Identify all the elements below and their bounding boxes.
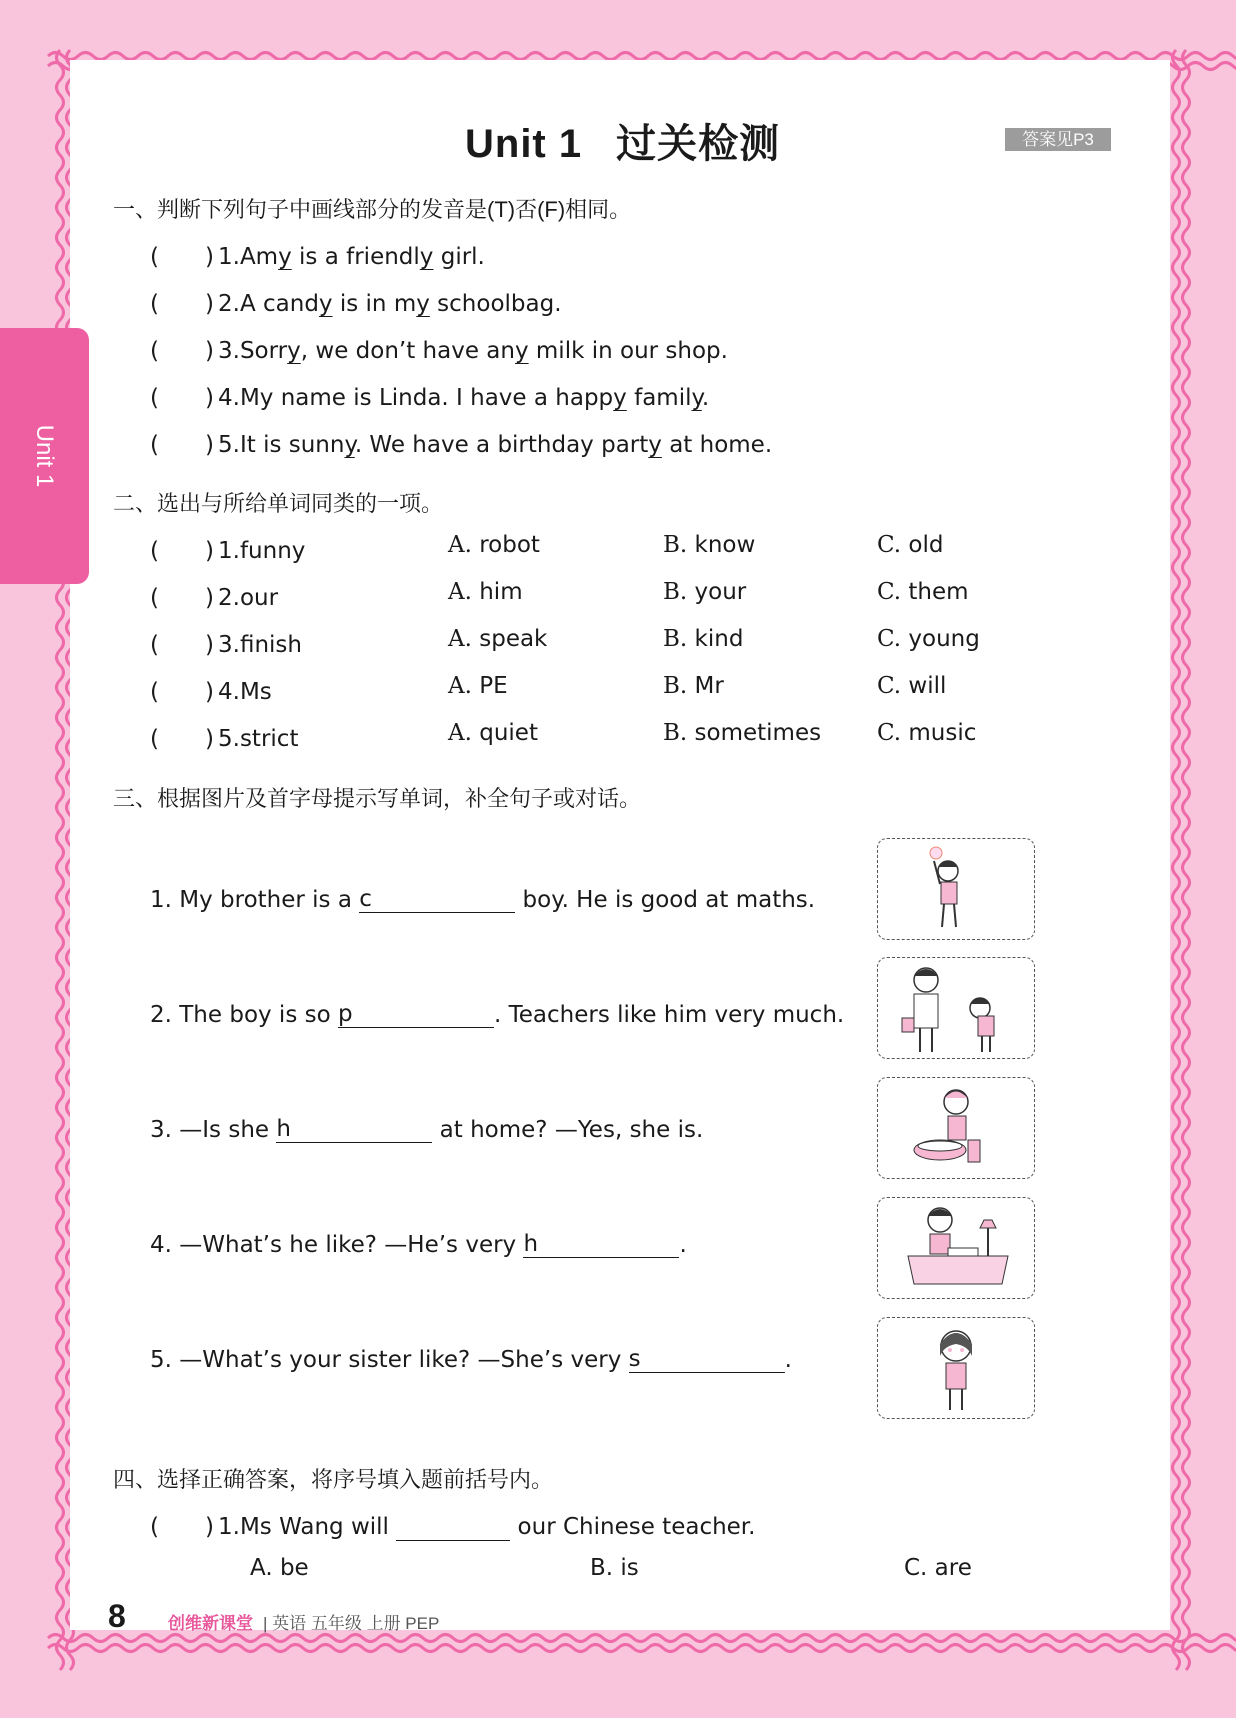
option-c[interactable] xyxy=(877,673,946,699)
picture-polite-boy xyxy=(877,957,1035,1059)
sentence-fragment: schoolbag. xyxy=(429,291,562,317)
question-number: 1. xyxy=(218,244,240,270)
option-letter: C. xyxy=(877,626,902,652)
sentence-fragment: . We have a birthday part xyxy=(354,432,649,458)
section1-question-4 xyxy=(150,379,709,412)
option-letter: A. xyxy=(448,626,472,652)
question-number: 4. xyxy=(218,679,240,705)
option-letter: C. xyxy=(877,579,902,605)
question-number: 5. xyxy=(218,726,240,752)
option-a[interactable] xyxy=(448,532,540,558)
underlined-letter: y xyxy=(287,338,301,364)
given-word: finish xyxy=(239,632,302,658)
section2-question-5 xyxy=(150,720,298,753)
question-text-before: 5. —What’s your sister like? —She’s very xyxy=(150,1347,629,1373)
option-letter: A. xyxy=(448,532,472,558)
unit-side-tab xyxy=(0,328,89,584)
option-text: them xyxy=(908,579,969,605)
answer-parentheses[interactable]: ( ) xyxy=(150,632,214,658)
option-letter: B. xyxy=(663,532,688,558)
option-a[interactable] xyxy=(448,626,547,652)
section2-question-3 xyxy=(150,626,302,659)
question-text-after: our Chinese teacher. xyxy=(510,1514,756,1540)
sentence-fragment: It is sunn xyxy=(239,432,345,458)
question-text-after: . xyxy=(679,1232,687,1258)
section1-question-1 xyxy=(150,238,485,271)
option-text: Mr xyxy=(694,673,724,699)
option-text: music xyxy=(908,720,977,746)
question-number: 2. xyxy=(218,291,240,317)
option-letter: B. xyxy=(663,720,688,746)
sentence-fragment: Am xyxy=(239,244,279,270)
answer-parentheses[interactable]: ( ) xyxy=(150,679,214,705)
sentence-fragment: at home. xyxy=(661,432,773,458)
sentence-fragment: famil xyxy=(626,385,692,411)
given-word: Ms xyxy=(239,679,272,705)
question-text-after: boy. He is good at maths. xyxy=(515,887,816,913)
sentence-fragment: is in m xyxy=(332,291,417,317)
answer-parentheses[interactable]: ( ) xyxy=(150,1514,214,1540)
picture-hardworking-girl xyxy=(877,1077,1035,1179)
option-letter: A. xyxy=(448,720,472,746)
footer-brand: 创维新课堂 xyxy=(168,1614,253,1633)
answer-parentheses[interactable]: ( ) xyxy=(150,244,214,270)
option-c[interactable] xyxy=(877,532,943,558)
underlined-letter: y xyxy=(613,385,627,411)
underlined-letter: y xyxy=(419,244,434,270)
option-b[interactable] xyxy=(663,626,743,652)
side-tab-label: Unit 1 xyxy=(31,424,58,488)
section3-question-2 xyxy=(150,1001,844,1028)
question-text-before: Ms Wang will xyxy=(239,1514,397,1540)
question-number: 1. xyxy=(218,538,240,564)
option-text: robot xyxy=(479,532,540,558)
picture-clever-boy xyxy=(877,838,1035,940)
option-text: your xyxy=(694,579,747,605)
picture-helpful-boy xyxy=(877,1197,1035,1299)
underlined-letter: y xyxy=(278,244,292,270)
footer-book-info: | 英语 五年级 上册 PEP xyxy=(263,1614,440,1633)
sentence-fragment: My name is Linda. I have a happ xyxy=(239,385,614,411)
section1-question-3 xyxy=(150,332,728,365)
option-b[interactable] xyxy=(663,532,755,558)
option-c[interactable] xyxy=(877,626,980,652)
sentence-fragment: milk in our shop. xyxy=(528,338,728,364)
option-letter: C. xyxy=(877,532,902,558)
title-cn: 过关检测 xyxy=(616,122,781,166)
option-text: speak xyxy=(479,626,548,652)
option-text: know xyxy=(694,532,756,558)
underlined-letter: y xyxy=(691,385,702,411)
sentence-fragment: Sorr xyxy=(239,338,288,364)
question-text-before: 3. —Is she xyxy=(150,1117,277,1143)
option-b[interactable] xyxy=(663,579,746,605)
option-letter: B. xyxy=(663,579,688,605)
option-letter: A. xyxy=(448,579,472,605)
option-letter: B. xyxy=(663,626,688,652)
answer-parentheses[interactable]: ( ) xyxy=(150,432,214,458)
answer-blank[interactable] xyxy=(523,1231,679,1258)
option-b[interactable] xyxy=(663,673,724,699)
question-text-after: . Teachers like him very much. xyxy=(494,1002,845,1028)
hint-letter: c xyxy=(359,886,372,912)
hint-letter: p xyxy=(338,1001,353,1027)
section3-heading: 三、根据图片及首字母提示写单词，补全句子或对话。 xyxy=(113,786,642,811)
question-number: 1. xyxy=(218,1514,240,1540)
option-text: young xyxy=(908,626,980,652)
option-letter: B. xyxy=(663,673,688,699)
option-letter: C. xyxy=(877,720,902,746)
section3-question-3 xyxy=(150,1116,703,1143)
section1-heading: 一、判断下列句子中画线部分的发音是(T)否(F)相同。 xyxy=(113,197,632,222)
answer-parentheses[interactable]: ( ) xyxy=(150,291,214,317)
section1-question-5 xyxy=(150,426,772,459)
section3-question-5 xyxy=(150,1346,792,1373)
option-text: sometimes xyxy=(694,720,822,746)
picture-shy-sister xyxy=(877,1317,1035,1419)
option-a[interactable] xyxy=(448,579,523,605)
option-text: old xyxy=(908,532,944,558)
answer-parentheses[interactable]: ( ) xyxy=(150,585,214,611)
question-number: 2. xyxy=(218,585,240,611)
sentence-fragment: is a friendl xyxy=(291,244,420,270)
option-c[interactable]: C. are xyxy=(904,1555,972,1581)
answer-blank[interactable] xyxy=(359,886,515,913)
section1-question-2 xyxy=(150,285,562,318)
option-letter: C. xyxy=(877,673,902,699)
underlined-letter: y xyxy=(344,432,355,458)
underlined-letter: y xyxy=(514,338,529,364)
option-text: will xyxy=(908,673,947,699)
question-text-before: 1. My brother is a xyxy=(150,887,360,913)
underlined-letter: y xyxy=(416,291,430,317)
option-text: quiet xyxy=(479,720,538,746)
question-number: 3. xyxy=(218,632,240,658)
section2-question-4 xyxy=(150,673,272,706)
answer-parentheses[interactable]: ( ) xyxy=(150,538,214,564)
answer-blank[interactable] xyxy=(338,1001,494,1028)
section3-question-4 xyxy=(150,1231,687,1258)
section4-question-1 xyxy=(150,1508,755,1541)
option-a[interactable] xyxy=(448,673,508,699)
question-text-before: 4. —What’s he like? —He’s very xyxy=(150,1232,524,1258)
hint-letter: h xyxy=(523,1231,539,1257)
given-word: strict xyxy=(239,726,299,752)
hint-letter: h xyxy=(276,1116,291,1142)
option-text: kind xyxy=(694,626,744,652)
sentence-fragment: , we don’t have an xyxy=(300,338,515,364)
sentence-fragment: . xyxy=(701,385,710,411)
hint-letter: s xyxy=(628,1346,641,1372)
underlined-letter: y xyxy=(318,291,333,317)
section2-question-1 xyxy=(150,532,305,565)
answer-blank[interactable] xyxy=(276,1116,432,1143)
question-text-after: at home? —Yes, she is. xyxy=(432,1117,704,1143)
underlined-letter: y xyxy=(648,432,662,458)
question-number: 4. xyxy=(218,385,240,411)
option-c[interactable] xyxy=(877,720,976,746)
option-a[interactable]: A. be xyxy=(250,1555,309,1581)
given-word: funny xyxy=(239,538,306,564)
question-number: 5. xyxy=(218,432,240,458)
option-text: him xyxy=(479,579,523,605)
section3-question-1 xyxy=(150,886,815,913)
answer-parentheses[interactable]: ( ) xyxy=(150,726,214,752)
answer-reference-badge: 答案见P3 xyxy=(1005,128,1111,151)
option-a[interactable] xyxy=(448,720,538,746)
option-letter: A. xyxy=(448,673,472,699)
title-unit: Unit 1 xyxy=(465,122,583,166)
option-b[interactable]: B. is xyxy=(590,1555,639,1581)
given-word: our xyxy=(239,585,279,611)
answer-parentheses[interactable]: ( ) xyxy=(150,338,214,364)
option-b[interactable] xyxy=(663,720,821,746)
answer-parentheses[interactable]: ( ) xyxy=(150,385,214,411)
section4-heading: 四、选择正确答案，将序号填入题前括号内。 xyxy=(113,1467,554,1492)
section2-heading: 二、选出与所给单词同类的一项。 xyxy=(113,491,444,516)
answer-blank[interactable] xyxy=(396,1514,510,1541)
option-text: PE xyxy=(479,673,508,699)
question-text-after: . xyxy=(784,1347,792,1373)
question-number: 3. xyxy=(218,338,240,364)
page-title xyxy=(465,112,780,169)
section2-question-2 xyxy=(150,579,278,612)
sentence-fragment: girl. xyxy=(433,244,485,270)
answer-blank[interactable] xyxy=(629,1346,785,1373)
page-number: 8 xyxy=(108,1598,126,1634)
question-text-before: 2. The boy is so xyxy=(150,1002,338,1028)
option-c[interactable] xyxy=(877,579,969,605)
sentence-fragment: A cand xyxy=(239,291,319,317)
